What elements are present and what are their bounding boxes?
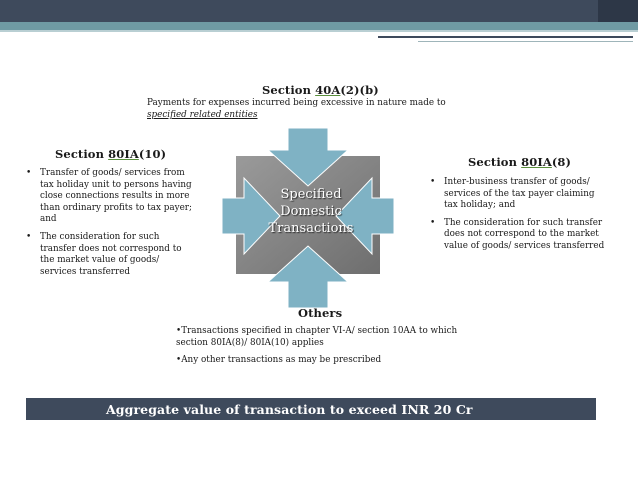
header-accent-rule-light bbox=[418, 41, 633, 42]
top-heading-suffix: (2)(b) bbox=[340, 83, 379, 97]
left-section-list bbox=[26, 168, 196, 284]
left-heading-prefix: Section bbox=[55, 147, 109, 161]
right-heading-suffix: (8) bbox=[551, 155, 572, 169]
center-label bbox=[258, 186, 364, 237]
center-label-line2: Domestic bbox=[280, 204, 342, 219]
list-item bbox=[26, 168, 196, 226]
header-teal-stripe bbox=[0, 22, 638, 30]
footer-bar bbox=[26, 398, 596, 420]
list-item bbox=[430, 177, 610, 212]
list-item-text: Inter-business transfer of goods/ services of the tax payer claiming tax holiday; and bbox=[444, 177, 595, 211]
bullet-icon: • bbox=[430, 217, 436, 228]
left-heading-code: 80IA bbox=[108, 147, 139, 161]
list-item bbox=[430, 218, 610, 253]
right-section-heading bbox=[468, 155, 571, 169]
top-heading-prefix: Section bbox=[262, 83, 316, 97]
top-heading-code: 40A bbox=[315, 83, 341, 97]
header-band bbox=[0, 0, 638, 22]
list-item-text: Any other transactions as may be prescribed bbox=[181, 355, 382, 366]
others-heading: Others bbox=[298, 306, 343, 320]
bullet-icon: • bbox=[176, 326, 182, 336]
right-heading-code: 80IA bbox=[521, 155, 552, 169]
bullet-icon: • bbox=[26, 231, 32, 242]
list-item-text: The consideration for such transfer does not correspond to the market value of goods/ services transferred bbox=[40, 231, 182, 277]
bullet-icon: • bbox=[430, 177, 436, 187]
top-section-heading bbox=[262, 83, 379, 97]
list-item-text: Transactions specified in chapter VI-A/ section 10AA to which section 80IA(8)/ 80IA(10) applies bbox=[176, 326, 458, 348]
list-item bbox=[176, 326, 466, 349]
bullet-icon: • bbox=[176, 355, 182, 366]
list-item-text: The consideration for such transfer does not correspond to the market value of goods/ services transferred bbox=[444, 217, 605, 251]
header-accent-rule bbox=[378, 36, 633, 38]
top-section-line2: specified related entities bbox=[147, 110, 258, 120]
left-heading-suffix: (10) bbox=[138, 147, 167, 161]
top-section-line1: Payments for expenses incurred being excessive in nature made to bbox=[147, 98, 446, 108]
others-list bbox=[176, 326, 466, 373]
list-item bbox=[176, 355, 466, 367]
header-thin-stripe bbox=[0, 30, 638, 32]
header-band-cap bbox=[598, 0, 638, 22]
footer-text: Aggregate value of transaction to exceed INR 20 Cr bbox=[106, 401, 473, 417]
center-label-line1: Specified bbox=[280, 187, 342, 202]
list-item-text: Transfer of goods/ services from tax holiday unit to persons having close connections results in more than ordinary profits to tax payer; and bbox=[40, 168, 192, 225]
list-item bbox=[26, 232, 196, 278]
right-heading-prefix: Section bbox=[468, 155, 522, 169]
bullet-icon: • bbox=[26, 168, 32, 178]
left-section-heading bbox=[55, 147, 166, 161]
center-label-line3: Transactions bbox=[268, 221, 354, 236]
right-section-list bbox=[430, 177, 610, 259]
